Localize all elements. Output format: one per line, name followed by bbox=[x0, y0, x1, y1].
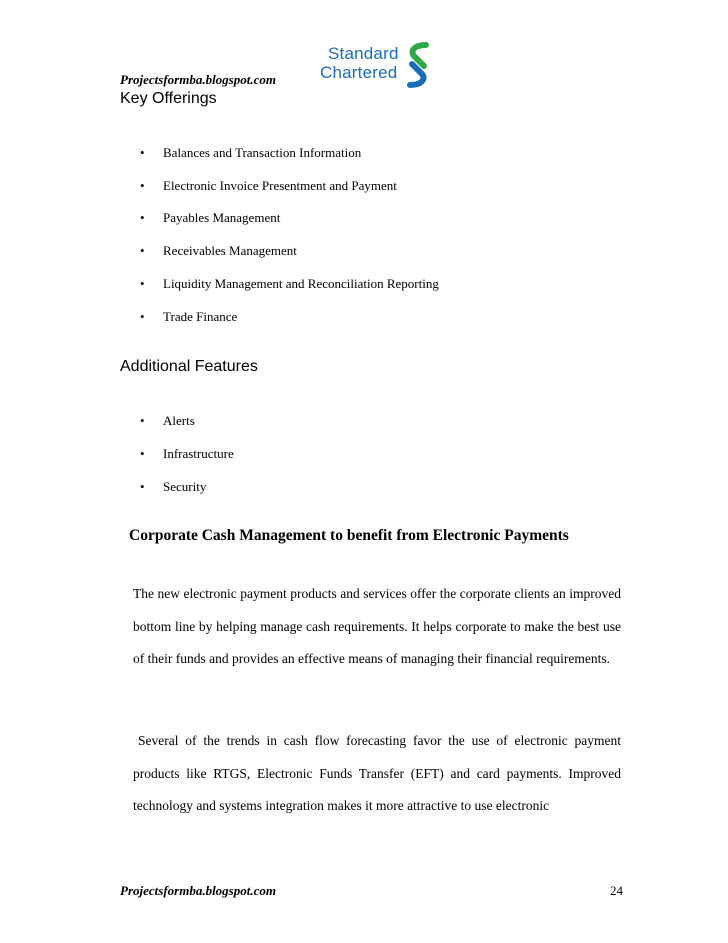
bullet-icon: • bbox=[140, 210, 145, 225]
additional-features-heading: Additional Features bbox=[120, 358, 258, 375]
section-heading: Corporate Cash Management to benefit from Electronic Payments bbox=[129, 527, 569, 544]
standard-chartered-logo bbox=[318, 42, 434, 90]
page-number: 24 bbox=[610, 883, 623, 898]
body-paragraph: The new electronic payment products and services offer the corporate clients an improved bottom line by helping manage cash requirements. It helps corporate to make the best use of their funds and provides an effective means of managing their financial requirements. bbox=[133, 586, 621, 667]
bullet-icon: • bbox=[140, 413, 145, 428]
bullet-icon: • bbox=[140, 243, 145, 258]
bullet-icon: • bbox=[140, 479, 145, 494]
logo-word-chartered: Chartered bbox=[320, 63, 398, 82]
bullet-icon: • bbox=[140, 309, 145, 324]
footer-site-text: Projectsformba.blogspot.com bbox=[120, 883, 276, 898]
bullet-icon: • bbox=[140, 178, 145, 193]
document-page: Projectsformba.blogspot.com Standard Chartered Key Offerings • Balances and Transaction Information • Electronic Invoice Presentment and Payment • Payables Management • Receivables Management • Liquidity Management and Reconciliation Reporting • Trade Finance Additional Features • Alerts • Infrastructure • Security Corporate Cash Management to benefit from Electronic Payments The new electronic payment products and services offer the corporate clients an improved bottom line by helping manage cash requirements. It helps corporate to make the best use of their funds and provides an effective means of managing their financial requirements. Several of the trends in cash flow forecasting favor the use of electronic payment products like RTGS, Electronic Funds Transfer (EFT) and card payments. Improved technology and systems integration makes it more attractive to use electronic Projectsformba.blogspot.com 24 bbox=[120, 44, 623, 898]
logo-word-standard: Standard bbox=[328, 44, 399, 63]
logo-swirl-icon bbox=[404, 42, 434, 88]
header-site-text: Projectsformba.blogspot.com bbox=[120, 72, 276, 87]
bullet-icon: • bbox=[140, 276, 145, 291]
body-paragraph: Several of the trends in cash flow forecasting favor the use of electronic payment products like RTGS, Electronic Funds Transfer (EFT) and card payments. Improved technology and systems integration makes it more attractive to use electronic bbox=[133, 733, 621, 814]
bullet-icon: • bbox=[140, 145, 145, 160]
key-offerings-heading: Key Offerings bbox=[120, 90, 217, 107]
bullet-icon: • bbox=[140, 446, 145, 461]
